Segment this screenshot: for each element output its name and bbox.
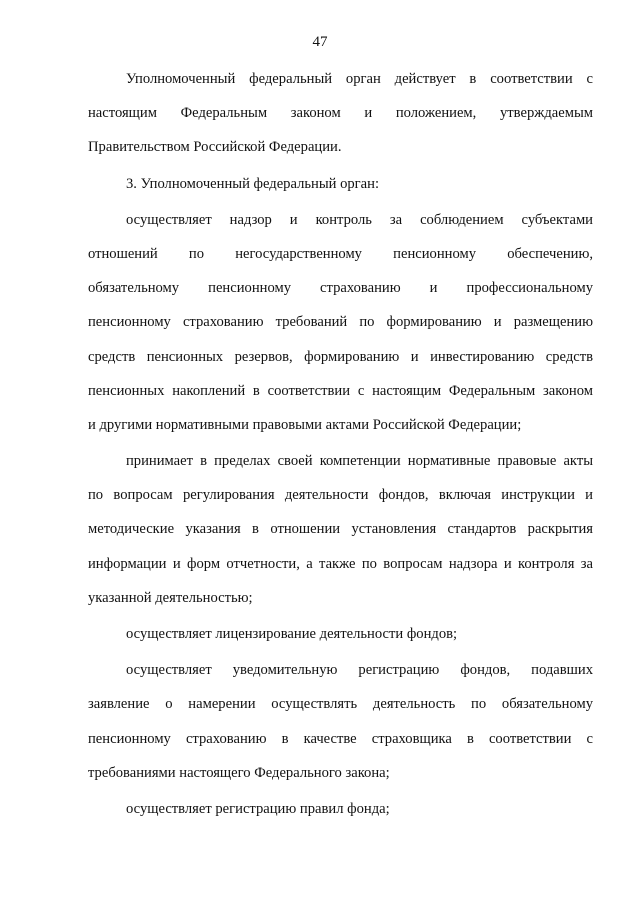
paragraph-authority-basis xyxy=(88,62,593,165)
paragraph-licensing xyxy=(88,617,593,651)
text-line: осуществляет уведомительную регистрацию фондов, подавших xyxy=(126,662,593,679)
text-line: требованиями настоящего Федерального закона; xyxy=(88,764,390,781)
text-line: обязательному пенсионному страхованию и профессиональному xyxy=(88,280,593,297)
text-line: осуществляет надзор и контроль за соблюдением субъектами xyxy=(126,211,593,228)
text-line: пенсионных накоплений в соответствии с настоящим Федеральным законом xyxy=(88,382,593,399)
text-line: осуществляет лицензирование деятельности фондов; xyxy=(126,626,458,642)
text-line: 3. Уполномоченный федеральный орган: xyxy=(126,175,380,192)
text-line: осуществляет регистрацию правил фонда; xyxy=(126,800,390,817)
paragraph-regulatory-acts xyxy=(88,444,593,615)
text-line: Правительством Российской Федерации. xyxy=(88,139,342,156)
paragraph-section-3-heading xyxy=(88,167,593,201)
text-line: по вопросам регулирования деятельности фондов, включая инструкции и xyxy=(88,487,593,504)
text-line: настоящим Федеральным законом и положением, утверждаемым xyxy=(88,105,593,122)
text-line: пенсионному страхованию требований по формированию и размещению xyxy=(88,314,593,331)
text-line: и другими нормативными правовыми актами Российской Федерации; xyxy=(88,416,522,433)
document-text xyxy=(88,62,593,828)
text-line: Уполномоченный федеральный орган действует в соответствии с xyxy=(126,71,593,87)
text-line: отношений по негосударственному пенсионному обеспечению, xyxy=(88,245,593,262)
paragraph-fund-rules-registration xyxy=(88,792,593,826)
paragraph-supervision xyxy=(88,203,593,442)
text-line: информации и форм отчетности, а также по вопросам надзора и контроля за xyxy=(88,555,593,572)
text-line: пенсионному страхованию в качестве страховщика в соответствии с xyxy=(88,730,593,747)
text-line: принимает в пределах своей компетенции нормативные правовые акты xyxy=(126,453,593,470)
text-line: указанной деятельностью; xyxy=(88,589,253,606)
text-line: средств пенсионных резервов, формированию и инвестированию средств xyxy=(88,348,593,365)
paragraph-notification-registration xyxy=(88,653,593,790)
text-line: заявление о намерении осуществлять деятельность по обязательному xyxy=(88,696,593,713)
page-number: 47 xyxy=(312,34,328,50)
text-line: методические указания в отношении установления стандартов раскрытия xyxy=(88,521,593,538)
